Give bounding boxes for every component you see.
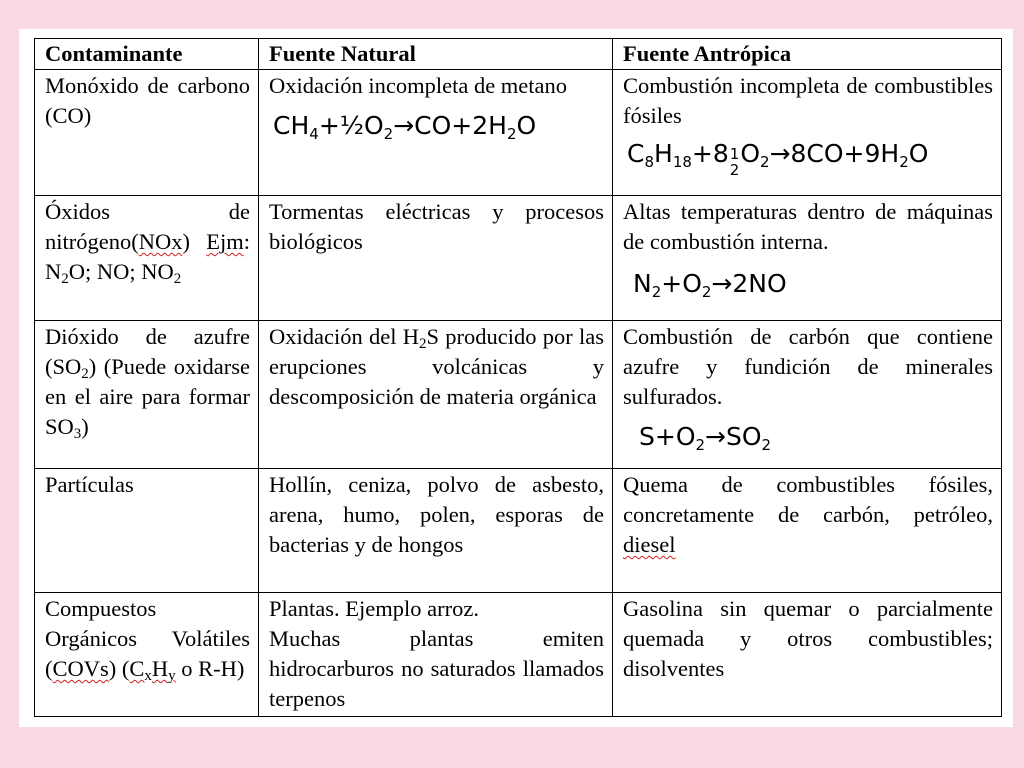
pollutants-table	[34, 38, 1002, 717]
chemical-equation: $S+O_2\to SO_2$	[639, 422, 772, 454]
cell-antropica: Quema de combustibles fósiles, concretamente de carbón, petróleo, diesel	[613, 469, 1002, 593]
cell-natural	[259, 469, 613, 593]
cell-text: Combustión de carbón que contiene azufre y fundición de minerales sulfurados.	[623, 324, 993, 409]
table-row	[35, 196, 1002, 321]
header-fuente-antropica: Fuente Antrópica	[613, 39, 1002, 70]
cell-text: Tormentas eléctricas y procesos biológicos	[269, 199, 604, 254]
table-header-row	[35, 39, 1002, 70]
cell-natural: Plantas. Ejemplo arroz. Muchas plantas emiten hidrocarburos no saturados llamados terpenos	[259, 593, 613, 717]
cell-contaminante: Dióxido de azufre $(SO_2)$ (Puede oxidarse en el aire para formar $SO_3$)	[35, 321, 259, 469]
table-row	[35, 321, 1002, 469]
cell-text: Hollín, ceniza, polvo de asbesto, arena, humo, polen, esporas de bacterias y de hongos	[269, 472, 604, 557]
chemical-equation: $C_8H_{18}+8$ 1 2 $O_2\to 8CO+9H_2O$	[627, 139, 929, 179]
cell-contaminante	[35, 70, 259, 196]
cell-text: Gasolina sin quemar o parcialmente quemada y otros combustibles; disolventes	[623, 596, 993, 681]
cell-antropica	[613, 70, 1002, 196]
table-row	[35, 70, 1002, 196]
header-contaminante: Contaminante	[35, 39, 259, 70]
table-row	[35, 469, 1002, 593]
table-row	[35, 593, 1002, 717]
cell-antropica	[613, 321, 1002, 469]
chemical-equation: $N_2+O_2\to 2NO$	[633, 269, 787, 301]
cell-natural	[259, 70, 613, 196]
cell-text: Combustión incompleta de combustibles fósiles	[623, 73, 993, 128]
cell-natural	[259, 196, 613, 321]
cell-contaminante	[35, 469, 259, 593]
cell-text: Monóxido de carbono (CO)	[45, 73, 250, 128]
cell-natural: Oxidación del $H_2S$ producido por las erupciones volcánicas y descomposición de materia orgánica	[259, 321, 613, 469]
cell-text: Altas temperaturas dentro de máquinas de combustión interna.	[623, 199, 993, 254]
header-fuente-natural: Fuente Natural	[259, 39, 613, 70]
cell-text: Partículas	[45, 472, 134, 497]
cell-contaminante: Compuestos Orgánicos Volátiles (COVs) ($C_xH_y$ o R-H)	[35, 593, 259, 717]
cell-antropica	[613, 593, 1002, 717]
cell-contaminante: Óxidos de nitrógeno(NOx) Ejm: $N_2O$; NO; $NO_2$	[35, 196, 259, 321]
cell-antropica	[613, 196, 1002, 321]
cell-text: Oxidación incompleta de metano	[269, 73, 568, 98]
slide-sheet	[19, 29, 1013, 727]
chemical-equation: $CH_4+\frac{1}{2}O_2\to CO+2H_2O$	[273, 111, 537, 143]
